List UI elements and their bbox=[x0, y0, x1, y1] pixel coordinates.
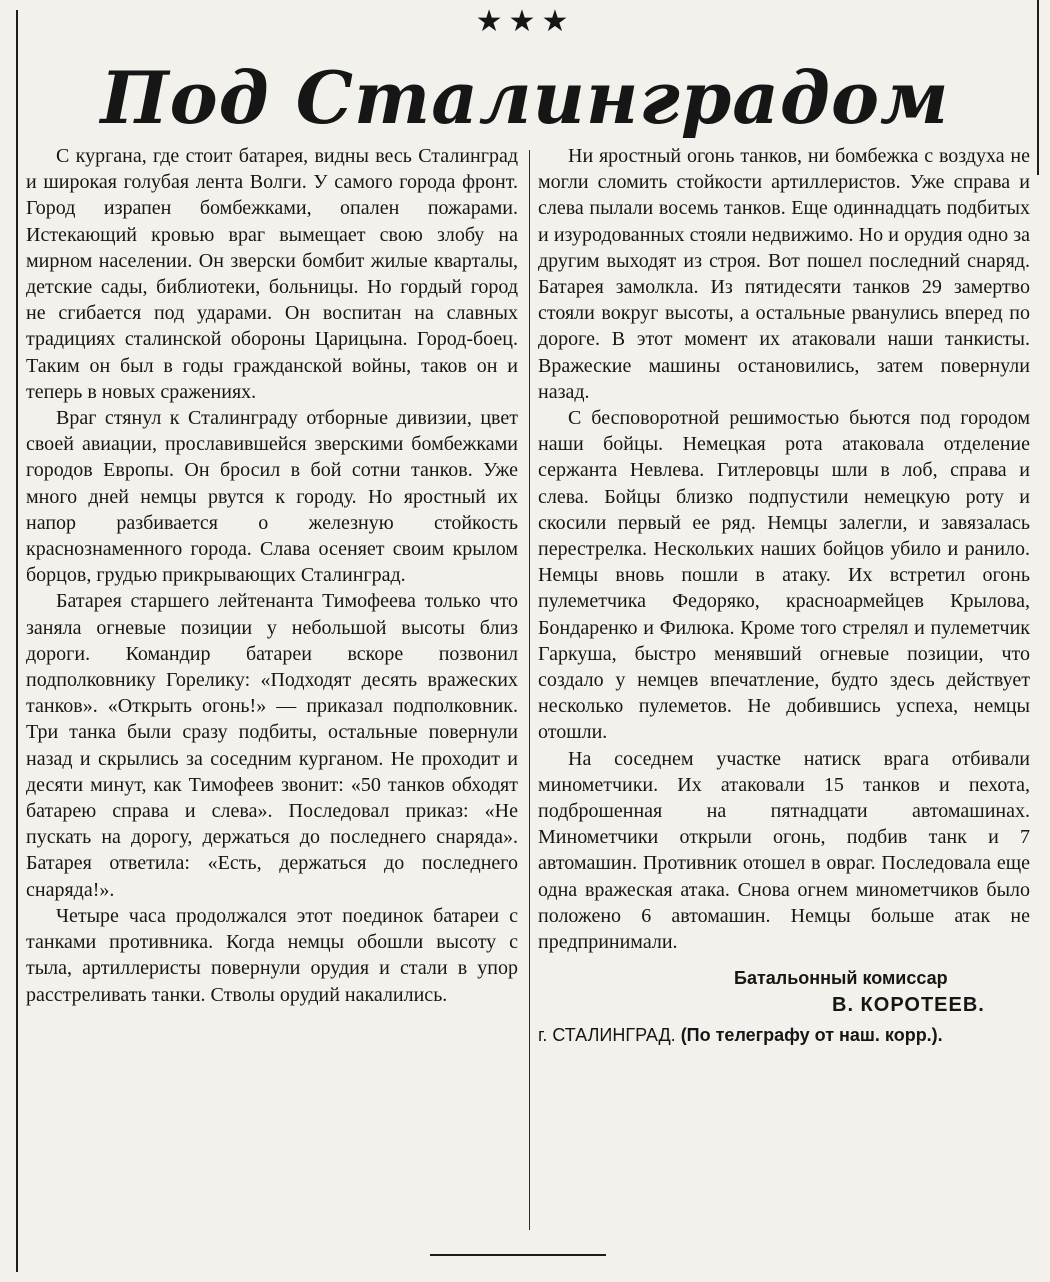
article-paragraph: На соседнем участке натиск врага отбивали минометчики. Их атаковали 15 танков и пехота, подброшенная на пятнадцати автомашинах. Минометчики открыли огонь, подбив танк и 7 автомашин. Противник отошел в овраг. Последовала еще одна вражеская атака. Снова огнем минометчиков было положено 6 автомашин. Немцы больше атак не предпринимали. bbox=[538, 747, 1030, 954]
article-paragraph: Батарея старшего лейтенанта Тимофеева только что заняла огневые позиции у небольшой высоты близ дороги. Командир батареи вскоре позвонил подполковнику Горелику: «Подходят десять вражеских танков». «Открыть огонь!» — приказал подполковник. Три танка были сразу подбиты, остальные повернули назад и скрылись за соседним курганом. Не проходит и десяти минут, как Тимофеев звонит: «50 танков обходят батарею справа и слева». Последовал приказ: «Не пускать на дорогу, держаться до последнего снаряда». Батарея ответила: «Есть, держаться до последнего снаряда!». bbox=[26, 590, 518, 901]
article-paragraph: Враг стянул к Сталинграду отборные дивизии, цвет своей авиации, прославившейся зверскими бомбежками городов Европы. Он бросил в бой сотни танков. Уже много дней немцы рвутся к городу. Но яростный их напор разбивается о железную стойкость краснознаменного города. Слава осеняет своим крылом борцов, грудью прикрывающих Сталинград. bbox=[26, 407, 518, 587]
bottom-rule bbox=[430, 1254, 606, 1256]
article-paragraph: С бесповоротной решимостью бьются под городом наши бойцы. Немецкая рота атаковала отделение сержанта Невлева. Гитлеровцы шли в лоб, справа и слева. Бойцы близко подпустили немецкую роту и скосили первый ее ряд. Немцы залегли, и завязалась перестрелка. Нескольких наших бойцов убило и ранило. Немцы вновь пошли в атаку. Их встретил огонь пулеметчика Федоряко, красноармейцев Крылова, Бондаренко и Филюка. Кроме того стрелял и пулеметчик Гаркуша, быстро менявший огневые позиции, что создало у немцев впечатление, будто здесь действует несколько пулеметов. Не добившись успеха, немцы отошли. bbox=[538, 407, 1030, 744]
left-border-rule bbox=[16, 10, 18, 1272]
dateline-note: (По телеграфу от наш. корр.). bbox=[680, 1025, 943, 1046]
article-headline: Под Сталинградом bbox=[100, 55, 950, 140]
author-rank: Батальонный комиссар bbox=[734, 968, 948, 989]
article-paragraph: С кургана, где стоит батарея, видны весь Сталинград и широкая голубая лента Волги. У самого города фронт. Город израпен бомбежками, опален пожарами. Истекающий кровью враг вымещает свою злобу на мирном населении. Он зверски бомбит жилые кварталы, детские сады, библиотеки, больницы. Но гордый город не сгибается под ударами. Он воспитан на славных традициях сталинской обороны Царицына. Город-боец. Таким он был в годы гражданской войны, таков он и теперь в новых сражениях. bbox=[26, 145, 518, 403]
article-column-left bbox=[26, 143, 518, 1008]
article-paragraph: Четыре часа продолжался этот поединок батареи с танками противника. Когда немцы обошли высоту с тыла, артиллеристы повернули орудия и стали в упор расстреливать танки. Стволы орудий накалились. bbox=[26, 904, 518, 1006]
article-column-right bbox=[538, 143, 1030, 1049]
column-divider bbox=[529, 150, 530, 1230]
section-stars: ★★★ bbox=[475, 4, 575, 39]
dateline bbox=[538, 1021, 1030, 1049]
article-paragraph: Ни яростный огонь танков, ни бомбежка с воздуха не могли сломить стойкости артиллеристов. Уже справа и слева пылали восемь танков. Еще одиннадцать подбитых и изуродованных стояли недвижимо. Но и орудия одно за другим выходят из строя. Вот пошел последний снаряд. Батарея замолкла. Из пятидесяти танков 29 замертво стояли вокруг высоты, а остальные рванулись вперед по дороге. В этот момент их атаковали наши танкисты. Вражеские машины остановились, затем повернули назад. bbox=[538, 145, 1030, 403]
dateline-city: г. СТАЛИНГРАД. bbox=[538, 1025, 676, 1046]
author-name: В. КОРОТЕЕВ. bbox=[832, 994, 985, 1017]
author-signature bbox=[538, 965, 1030, 1019]
